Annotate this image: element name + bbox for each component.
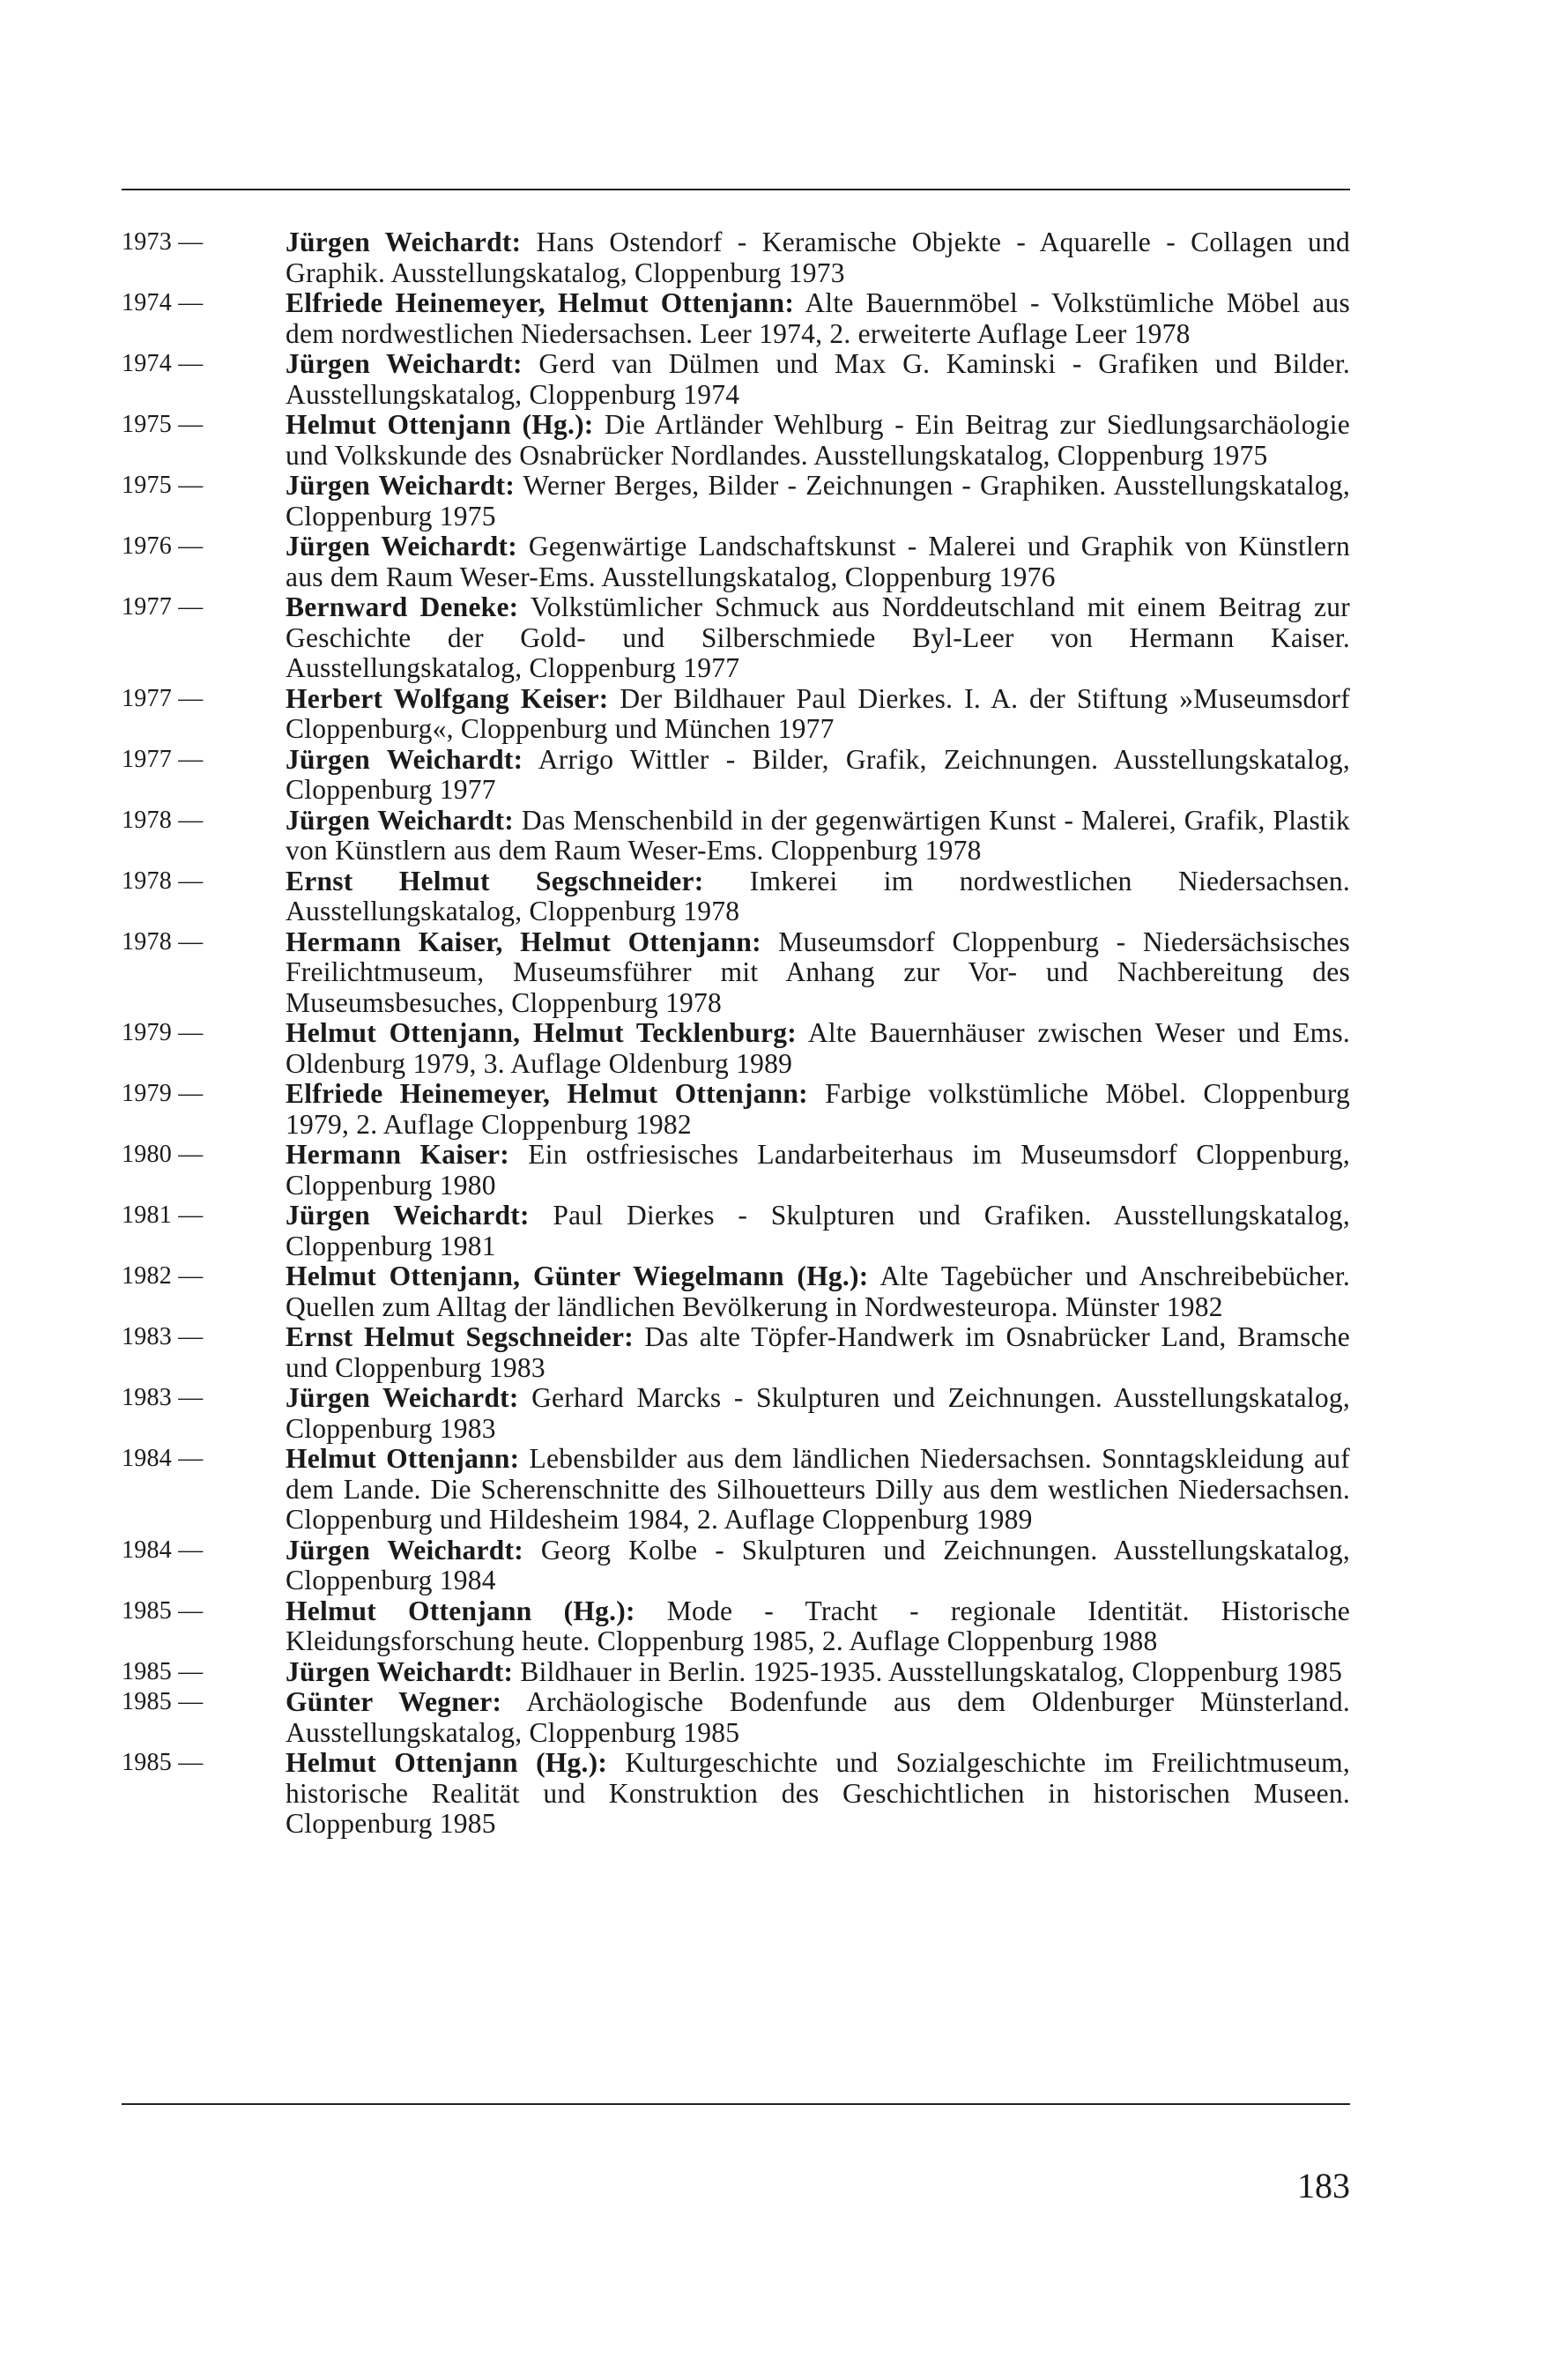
entry-author: Ernst Helmut Segschneider: <box>286 1321 634 1352</box>
entry-text: Bildhauer in Berlin. 1925-1935. Ausstellungskatalog, Cloppenburg 1985 <box>520 1655 1343 1687</box>
bibliography-entry <box>122 349 1350 410</box>
entry-text: Ein ostfriesisches Landarbeiterhaus im Museumsdorf Cloppenburg, Cloppenburg 1980 <box>286 1139 1351 1201</box>
entry-year: 1983 — <box>122 1384 204 1411</box>
entry-year: 1976 — <box>122 532 204 560</box>
entry-text: Alte Tagebücher und Anschreibebücher. Quellen zum Alltag der ländlichen Bevölkerung in Nordwesteuropa. Münster 1982 <box>286 1261 1350 1322</box>
entry-text: Paul Dierkes - Skulpturen und Grafiken. Ausstellungskatalog, Cloppenburg 1981 <box>286 1200 1350 1261</box>
page-number: 183 <box>1297 2166 1350 2205</box>
entry-year: 1973 — <box>122 228 204 256</box>
entry-year: 1979 — <box>122 1019 204 1046</box>
entry-author: Elfriede Heinemeyer, Helmut Ottenjann: <box>286 1078 808 1109</box>
bibliography-list <box>122 227 1350 1840</box>
entry-year: 1984 — <box>122 1445 204 1472</box>
bibliography-entry <box>122 1748 1350 1840</box>
bibliography-entry <box>122 1140 1350 1201</box>
entry-year: 1974 — <box>122 289 204 316</box>
entry-author: Ernst Helmut Segschneider: <box>286 865 704 896</box>
entry-text: Alte Bauernhäuser zwischen Weser und Ems. Oldenburg 1979, 3. Auflage Oldenburg 1989 <box>286 1017 1351 1079</box>
entry-year: 1985 — <box>122 1688 204 1715</box>
entry-year: 1981 — <box>122 1201 204 1229</box>
entry-text: Werner Berges, Bilder - Zeichnungen - Graphiken. Ausstellungskatalog, Cloppenburg 1975 <box>286 470 1350 532</box>
entry-author: Hermann Kaiser, Helmut Ottenjann: <box>286 926 761 957</box>
entry-author: Jürgen Weichardt: <box>286 1200 530 1231</box>
entry-text: Imkerei im nordwestlichen Niedersachsen. Ausstellungskatalog, Cloppenburg 1978 <box>286 865 1350 926</box>
entry-year: 1983 — <box>122 1323 204 1350</box>
entry-year: 1978 — <box>122 806 204 834</box>
entry-author: Helmut Ottenjann, Helmut Tecklenburg: <box>286 1017 797 1048</box>
entry-author: Helmut Ottenjann (Hg.): <box>286 1747 608 1778</box>
bibliography-entry <box>122 927 1350 1019</box>
entry-text: Gegenwärtige Landschaftskunst - Malerei und Graphik von Künstlern aus dem Raum Weser-Ems. Ausstellungskatalog, Cloppenburg 1976 <box>286 531 1351 592</box>
entry-author: Jürgen Weichardt: <box>286 1534 524 1566</box>
entry-author: Jürgen Weichardt: <box>286 1382 519 1413</box>
entry-text: Hans Ostendorf - Keramische Objekte - Aquarelle - Collagen und Graphik. Ausstellungskatalog, Cloppenburg 1973 <box>286 227 1350 288</box>
entry-author: Hermann Kaiser: <box>286 1139 509 1170</box>
entry-text: Der Bildhauer Paul Dierkes. I. A. der Stiftung »Museumsdorf Cloppenburg«, Cloppenburg und München 1977 <box>286 682 1350 744</box>
bibliography-entry <box>122 1596 1350 1657</box>
bibliography-entry <box>122 866 1350 927</box>
entry-author: Helmut Ottenjann: <box>286 1443 520 1474</box>
entry-year: 1979 — <box>122 1080 204 1107</box>
entry-year: 1977 — <box>122 684 204 712</box>
entry-text: Arrigo Wittler - Bilder, Grafik, Zeichnungen. Ausstellungskatalog, Cloppenburg 1977 <box>286 743 1350 805</box>
entry-text: Gerhard Marcks - Skulpturen und Zeichnungen. Ausstellungskatalog, Cloppenburg 1983 <box>286 1382 1351 1444</box>
entry-author: Jürgen Weichardt: <box>286 804 515 836</box>
entry-text: Farbige volkstümliche Möbel. Cloppenburg 1979, 2. Auflage Cloppenburg 1982 <box>286 1078 1351 1140</box>
entry-text: Mode - Tracht - regionale Identität. Historische Kleidungsforschung heute. Cloppenburg 1985, 2. Auflage Cloppenburg 1988 <box>286 1595 1350 1656</box>
entry-author: Jürgen Weichardt: <box>286 1655 514 1687</box>
entry-text: Archäologische Bodenfunde aus dem Oldenburger Münsterland. Ausstellungskatalog, Cloppenburg 1985 <box>286 1686 1350 1748</box>
entry-year: 1978 — <box>122 866 204 895</box>
entry-author: Helmut Ottenjann (Hg.): <box>286 1595 635 1626</box>
bottom-rule <box>122 2103 1350 2105</box>
entry-author: Jürgen Weichardt: <box>286 470 516 501</box>
entry-author: Günter Wegner: <box>286 1686 502 1717</box>
bibliography-entry <box>122 1383 1350 1444</box>
entry-text: Georg Kolbe - Skulpturen und Zeichnungen. Ausstellungskatalog, Cloppenburg 1984 <box>286 1534 1351 1595</box>
entry-year: 1978 — <box>122 927 204 956</box>
entry-text: Gerd van Dülmen und Max G. Kaminski - Grafiken und Bilder. Ausstellungskatalog, Cloppenburg 1974 <box>286 348 1351 410</box>
bibliography-entry <box>122 1657 1350 1688</box>
entry-year: 1975 — <box>122 472 204 499</box>
bibliography-entry <box>122 1079 1350 1140</box>
entry-author: Bernward Deneke: <box>286 591 519 622</box>
bibliography-entry <box>122 1018 1350 1079</box>
bibliography-entry <box>122 684 1350 745</box>
bibliography-entry <box>122 1261 1350 1322</box>
bibliography-entry <box>122 227 1350 288</box>
bibliography-entry <box>122 806 1350 866</box>
entry-author: Elfriede Heinemeyer, Helmut Ottenjann: <box>286 287 795 318</box>
entry-text: Die Artländer Wehlburg - Ein Beitrag zur Siedlungsarchäologie und Volkskunde des Osnabrücker Nordlandes. Ausstellungskatalog, Cloppenburg 1975 <box>286 409 1350 471</box>
entry-year: 1982 — <box>122 1262 204 1290</box>
entry-author: Helmut Ottenjann (Hg.): <box>286 409 594 440</box>
entry-year: 1985 — <box>122 1749 204 1776</box>
bibliography-entry <box>122 410 1350 471</box>
entry-author: Jürgen Weichardt: <box>286 348 523 379</box>
entry-year: 1975 — <box>122 411 204 438</box>
entry-author: Jürgen Weichardt: <box>286 531 518 562</box>
entry-author: Herbert Wolfgang Keiser: <box>286 682 609 714</box>
bibliography-entry <box>122 592 1350 684</box>
top-rule <box>122 189 1350 190</box>
bibliography-entry <box>122 532 1350 592</box>
bibliography-entry <box>122 1444 1350 1536</box>
bibliography-entry <box>122 1687 1350 1748</box>
entry-year: 1974 — <box>122 350 204 377</box>
bibliography-entry <box>122 288 1350 349</box>
entry-year: 1985 — <box>122 1596 204 1625</box>
bibliography-entry <box>122 1201 1350 1261</box>
entry-text: Das Menschenbild in der gegenwärtigen Kunst - Malerei, Grafik, Plastik von Künstlern aus dem Raum Weser-Ems. Cloppenburg 1978 <box>286 804 1351 866</box>
bibliography-entry <box>122 1322 1350 1383</box>
entry-text: Das alte Töpfer-Handwerk im Osnabrücker Land, Bramsche und Cloppenburg 1983 <box>286 1321 1350 1383</box>
entry-text: Lebensbilder aus dem ländlichen Niedersachsen. Sonntagskleidung auf dem Lande. Die Scherenschnitte des Silhouetteurs Dilly aus dem westlichen Niedersachsen. Cloppenburg und Hildesheim 1984, 2. Auflage Cloppenburg 1989 <box>286 1443 1350 1535</box>
entry-author: Jürgen Weichardt: <box>286 743 523 775</box>
entry-year: 1984 — <box>122 1536 204 1564</box>
entry-text: Kulturgeschichte und Sozialgeschichte im Freilichtmuseum, historische Realität und Konstruktion des Geschichtlichen in historischen Museen. Cloppenburg 1985 <box>286 1747 1351 1839</box>
entry-year: 1985 — <box>122 1657 204 1685</box>
entry-text: Volkstümlicher Schmuck aus Norddeutschland mit einem Beitrag zur Geschichte der Gold- und Silberschmiede Byl-Leer von Hermann Kaiser. Ausstellungskatalog, Cloppenburg 1977 <box>286 591 1350 683</box>
entry-author: Helmut Ottenjann, Günter Wiegelmann (Hg.): <box>286 1261 869 1291</box>
bibliography-entry <box>122 1536 1350 1596</box>
entry-text: Museumsdorf Cloppenburg - Niedersächsisches Freilichtmuseum, Museumsführer mit Anhang zur Vor- und Nachbereitung des Museumsbesuches, Cloppenburg 1978 <box>286 926 1350 1018</box>
entry-year: 1977 — <box>122 745 204 773</box>
entry-text: Alte Bauernmöbel - Volkstümliche Möbel aus dem nordwestlichen Niedersachsen. Leer 1974, 2. erweiterte Auflage Leer 1978 <box>286 287 1350 349</box>
bibliography-entry <box>122 745 1350 806</box>
entry-author: Jürgen Weichardt: <box>286 227 522 257</box>
entry-year: 1977 — <box>122 593 204 621</box>
bibliography-entry <box>122 471 1350 532</box>
entry-year: 1980 — <box>122 1141 204 1168</box>
